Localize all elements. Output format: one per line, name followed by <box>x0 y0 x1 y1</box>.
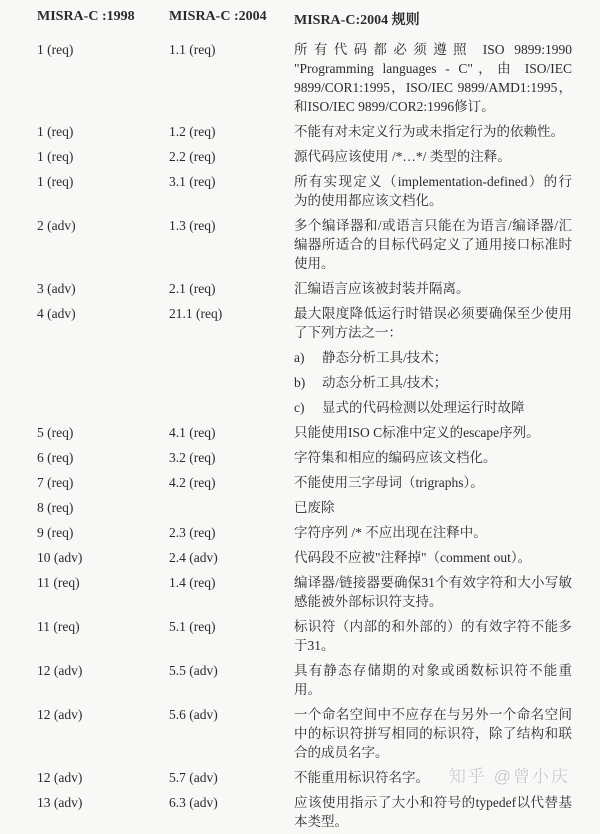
table-row <box>37 169 572 213</box>
table-row <box>37 545 572 570</box>
rule-cell <box>294 520 572 545</box>
rule-cell <box>294 790 572 834</box>
rule-text: 应该使用指示了大小和符号的typedef以代替基本类型。 <box>294 795 572 829</box>
misra-1998-cell: 3 (adv) <box>37 281 76 296</box>
misra-2004-cell: 2.1 (req) <box>169 281 216 296</box>
rule-text: 只能使用ISO C标准中定义的escape序列。 <box>294 425 540 440</box>
misra-1998-cell: 8 (req) <box>37 500 74 515</box>
misra-1998-cell: 1 (req) <box>37 42 74 57</box>
misra-1998-cell: 1 (req) <box>37 124 74 139</box>
table-row <box>37 276 572 301</box>
table-row <box>37 702 572 765</box>
misra-1998-cell: 5 (req) <box>37 425 74 440</box>
misra-1998-cell: 7 (req) <box>37 475 74 490</box>
rule-list-item-text: 静态分析工具/技术； <box>322 350 448 365</box>
misra-1998-cell: 2 (adv) <box>37 218 76 233</box>
rule-text: 所有代码都必须遵照 ISO 9899:1990 "Programming languages - C"，由 ISO/IEC 9899/COR1:1995，ISO/IEC 9899/AMD1:1995，和ISO/IEC 9899/COR2:1996修订。 <box>294 42 572 114</box>
misra-2004-cell: 5.5 (adv) <box>169 663 218 678</box>
rule-cell <box>294 495 572 520</box>
rule-text: 字符集和相应的编码应该文档化。 <box>294 450 497 465</box>
rule-cell <box>294 470 572 495</box>
misra-comparison-table <box>37 9 572 834</box>
table-row <box>37 790 572 834</box>
rule-cell <box>294 420 572 445</box>
misra-2004-cell: 1.3 (req) <box>169 218 216 233</box>
rule-text: 字符序列 /* 不应出现在注释中。 <box>294 525 487 540</box>
rule-text: 不能使用三字母词（trigraphs）。 <box>294 475 484 490</box>
rule-list-item-label: b) <box>294 375 306 390</box>
misra-2004-cell: 4.1 (req) <box>169 425 216 440</box>
rule-cell <box>294 570 572 614</box>
rule-cell <box>294 301 572 420</box>
table-row <box>37 144 572 169</box>
misra-1998-cell: 12 (adv) <box>37 663 83 678</box>
rule-text: 最大限度降低运行时错误必须要确保至少使用了下列方法之一： <box>294 306 572 340</box>
rule-text: 一个命名空间中不应存在与另外一个命名空间中的标识符拼写相同的标识符，除了结构和联合的成员名字。 <box>294 707 572 760</box>
misra-2004-cell: 6.3 (adv) <box>169 795 218 810</box>
rule-text: 源代码应该使用 /*…*/ 类型的注释。 <box>294 149 511 164</box>
misra-1998-cell: 1 (req) <box>37 174 74 189</box>
misra-2004-cell: 21.1 (req) <box>169 306 223 321</box>
table-header-row <box>37 9 572 37</box>
rule-list-item <box>294 373 572 392</box>
rule-text: 标识符（内部的和外部的）的有效字符不能多于31。 <box>294 619 572 653</box>
rule-text: 已废除 <box>294 500 335 515</box>
rule-text: 多个编译器和/或语言只能在为语言/编译器/汇编器所适合的目标代码定义了通用接口标准时使用。 <box>294 218 572 271</box>
misra-2004-cell <box>169 495 294 520</box>
table-row <box>37 445 572 470</box>
rule-list-item-text: 动态分析工具/技术； <box>322 375 448 390</box>
rule-list-item <box>294 398 572 417</box>
rule-cell <box>294 213 572 276</box>
misra-2004-cell: 4.2 (req) <box>169 475 216 490</box>
header-misra-1998: MISRA-C :1998 <box>37 9 135 24</box>
misra-2004-cell: 5.6 (adv) <box>169 707 218 722</box>
misra-1998-cell: 9 (req) <box>37 525 74 540</box>
table-row <box>37 37 572 119</box>
misra-2004-cell: 3.2 (req) <box>169 450 216 465</box>
table-body <box>37 37 572 834</box>
misra-2004-cell: 2.2 (req) <box>169 149 216 164</box>
rule-list-item-text: 显式的代码检测以处理运行时故障 <box>322 400 525 415</box>
misra-1998-cell: 10 (adv) <box>37 550 83 565</box>
rule-cell <box>294 445 572 470</box>
rule-text: 编译器/链接器要确保31个有效字符和大小写敏感能被外部标识符支持。 <box>294 575 572 609</box>
misra-1998-cell: 12 (adv) <box>37 707 83 722</box>
table-row <box>37 119 572 144</box>
table-row <box>37 470 572 495</box>
misra-2004-cell: 2.4 (adv) <box>169 550 218 565</box>
table-row <box>37 614 572 658</box>
header-misra-2004-rule: MISRA-C:2004 规则 <box>294 13 420 28</box>
rule-text: 不能有对未定义行为或未指定行为的依赖性。 <box>294 124 564 139</box>
rule-cell <box>294 545 572 570</box>
misra-1998-cell: 4 (adv) <box>37 306 76 321</box>
rule-text: 汇编语言应该被封装并隔离。 <box>294 281 470 296</box>
rule-cell <box>294 702 572 765</box>
misra-1998-cell: 13 (adv) <box>37 795 83 810</box>
rule-cell <box>294 614 572 658</box>
table-row <box>37 420 572 445</box>
misra-1998-cell: 6 (req) <box>37 450 74 465</box>
misra-2004-cell: 1.4 (req) <box>169 575 216 590</box>
misra-2004-cell: 1.2 (req) <box>169 124 216 139</box>
misra-2004-cell: 2.3 (req) <box>169 525 216 540</box>
table-row <box>37 658 572 702</box>
table-row <box>37 301 572 420</box>
table-row <box>37 520 572 545</box>
rule-cell <box>294 276 572 301</box>
watermark: 知乎 @曾小庆 <box>449 767 570 786</box>
misra-2004-cell: 5.7 (adv) <box>169 770 218 785</box>
rule-list-item <box>294 348 572 367</box>
misra-2004-cell: 1.1 (req) <box>169 42 216 57</box>
rule-list-item-label: a) <box>294 350 305 365</box>
misra-2004-cell: 5.1 (req) <box>169 619 216 634</box>
misra-1998-cell: 1 (req) <box>37 149 74 164</box>
rule-cell <box>294 169 572 213</box>
rule-text: 所有实现定义（implementation-defined）的行为的使用都应该文档化。 <box>294 174 572 208</box>
misra-1998-cell: 12 (adv) <box>37 770 83 785</box>
rule-cell <box>294 658 572 702</box>
misra-1998-cell: 11 (req) <box>37 575 80 590</box>
rule-text: 不能重用标识符名字。 <box>294 770 429 785</box>
rule-cell <box>294 119 572 144</box>
table-row <box>37 495 572 520</box>
table-row <box>37 570 572 614</box>
misra-1998-cell: 11 (req) <box>37 619 80 634</box>
table-row <box>37 213 572 276</box>
header-misra-2004: MISRA-C :2004 <box>169 9 267 24</box>
rule-cell <box>294 37 572 119</box>
misra-2004-cell: 3.1 (req) <box>169 174 216 189</box>
rule-text: 代码段不应被"注释掉"（comment out）。 <box>294 550 532 565</box>
rule-list-item-label: c) <box>294 400 305 415</box>
rule-text: 具有静态存储期的对象或函数标识符不能重用。 <box>294 663 572 697</box>
rule-cell <box>294 144 572 169</box>
